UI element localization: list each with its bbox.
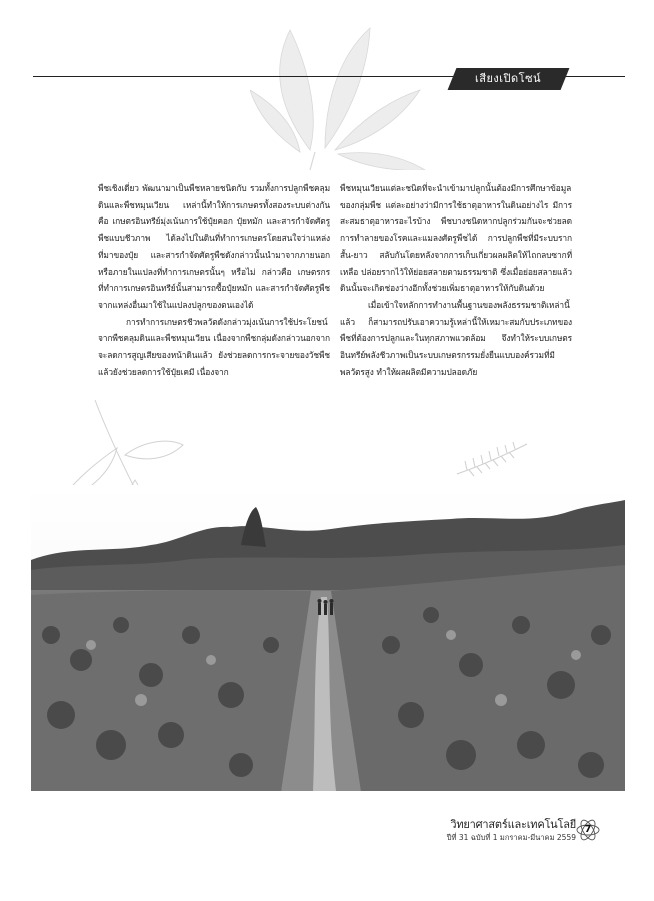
page-number: 7 [584, 824, 592, 835]
paragraph: เมื่อเข้าใจหลักการทำงานพื้นฐานของพลังธรรมชาติเหล่านี้แล้ว ก็สามารถปรับเอาความรู้เหล่านี้ให้เหมาะสมกับประเภทของพืชที่ต้องการปลูกและในทุกสภาพแวดล้อม จึงทำให้ระบบเกษตรอินทรีย์พลังชีวภาพเป็นระบบเกษตรกรรมยั่งยืนแบบองค์รวมที่มีพลวัตรสูง ทำให้ผลผลิตมีความปลอดภัย [340, 299, 572, 377]
cassava-leaf-icon [250, 20, 430, 170]
footer [447, 818, 576, 844]
body-column-left [98, 180, 330, 380]
issue-line: ปีที่ 31 ฉบับที่ 1 มกราคม-มีนาคม 2559 [446, 833, 576, 842]
paragraph: พืชหมุนเวียนแต่ละชนิดที่จะนำเข้ามาปลูกนั้นต้องมีการศึกษาข้อมูลของกลุ่มพืช แต่ละอย่างว่ามีการใช้ธาตุอาหารในดินอย่างไร มีการสะสมธาตุอาหารอะไรบ้าง พืชบางชนิดหากปลูกร่วมกันจะช่วยลดการทำลายของโรคและแมลงศัตรูพืชได้ การปลูกพืชที่มีระบบรากสั้น-ยาว สลับกันโดยหลังจากการเก็บเกี่ยวผลผลิตให้ไถกลบซากที่เหลือ ปล่อยรากไว้ให้ย่อยสลายตามธรรมชาติ ซึ่งเมื่อย่อยสลายแล้วดินนั้นจะเกิดช่องว่างอีกทั้งช่วยเพิ่มธาตุอาหารให้กับดินด้วย [340, 183, 572, 294]
body-column-right [340, 180, 572, 380]
fern-sprig-icon [455, 440, 530, 480]
magazine-title: วิทยาศาสตร์และเทคโนโลยี [450, 818, 576, 831]
paragraph: การทำการเกษตรชีวพลวัตดังกล่าวมุ่งเน้นการใช้ประโยชน์จากพืชคลุมดินและพืชหมุนเวียน เนื่องจากพืชกลุ่มดังกล่าวนอกจากจะลดการสูญเสียของหน้าดินแล้ว ยังช่วยลดการกระจายของวัชพืช แล้วยังช่วยลดการใช้ปุ๋ยเคมี เนื่องจาก [98, 316, 330, 377]
cassava-field-photo [31, 485, 625, 791]
section-tag [448, 68, 570, 90]
paragraph: พืชเชิงเดี่ยว พัฒนามาเป็นพืชหลายชนิดกับ รวมทั้งการปลูกพืชคลุมดินและพืชหมุนเวียน เหล่านี้ทำให้การเกษตรทั้งสองระบบต่างกัน คือ เกษตรอินทรีย์มุ่งเน้นการใช้ปุ๋ยคอก ปุ๋ยหมัก และสารกำจัดศัตรูพืชแบบชีวภาพ ได้ลงไปในดินที่ทำการเกษตรโดยสนใจว่าแหล่งที่มาของปุ๋ย และสารกำจัดศัตรูพืชดังกล่าวนั้นนำมาจากภายนอก หรือภายในแปลงที่ทำการเกษตรนั้นๆ หรือไม่ กล่าวคือ เกษตรกรที่ทำการเกษตรอินทรีย์นั้นสามารถซื้อปุ๋ยหมัก และสารกำจัดศัตรูพืชจากแหล่งอื่นมาใช้ในแปลงปลูกของตนเองได้ [98, 183, 330, 310]
section-tag-label: เสียงเปิดโซน์ [475, 72, 542, 85]
